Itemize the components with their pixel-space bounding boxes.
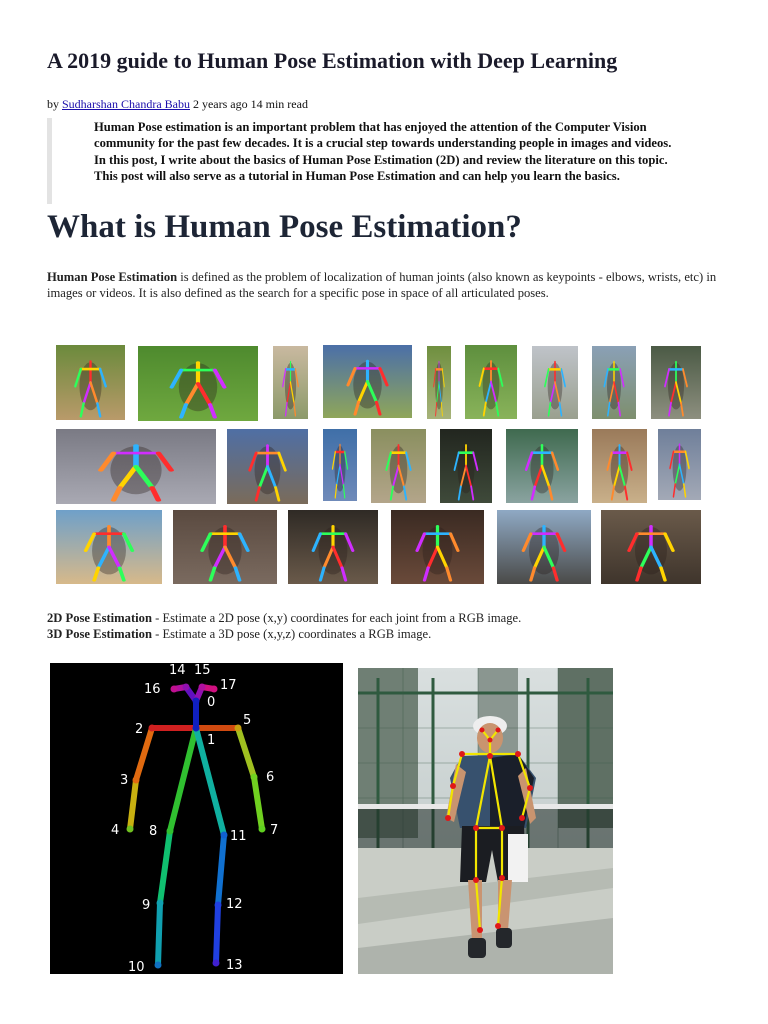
pose-example-photo	[497, 510, 591, 584]
skeleton-joint	[251, 774, 258, 781]
skeleton-joint	[157, 900, 164, 907]
skeleton-bone	[158, 903, 160, 965]
pose-example-photo	[56, 429, 216, 504]
pose-example-photo	[658, 429, 701, 500]
skeleton-joint	[215, 902, 222, 909]
skeleton-bone	[238, 728, 254, 777]
skeleton-bone	[254, 777, 262, 829]
pose-example-photo	[56, 345, 125, 420]
definition-term: Human Pose Estimation	[47, 270, 178, 284]
keypoint-skeleton-diagram	[50, 663, 343, 974]
pose-example-photo	[592, 429, 647, 503]
pose-example-photo	[288, 510, 378, 584]
skeleton-joint	[127, 826, 134, 833]
estimation-3d-desc: - Estimate a 3D pose (x,y,z) coordinates a RGB image.	[151, 627, 432, 641]
skeleton-joint	[259, 826, 266, 833]
pose-example-svg	[56, 345, 125, 420]
keypoint-label: 7	[270, 823, 279, 838]
skeleton-joint	[199, 684, 206, 691]
pose-example-svg	[288, 510, 378, 584]
article-title: A 2019 guide to Human Pose Estimation with Deep Learning	[47, 48, 618, 73]
keypoint-label: 3	[120, 773, 129, 788]
pose-example-photo	[227, 429, 308, 504]
keypoint-label: 1	[207, 733, 216, 748]
summary-blockquote	[47, 118, 692, 204]
skeleton-svg	[50, 663, 343, 974]
pose-example-svg	[56, 510, 162, 584]
keypoint-label: 17	[220, 678, 237, 693]
pose-example-photo	[651, 346, 701, 419]
summary-text: Human Pose estimation is an important problem that has enjoyed the attention of the Computer Vision community for the past few decades. It is a crucial step towards understanding people in images and videos. In this post, I write about the basics of Human Pose Estimation (2D) and review the literature on this topic. This post will also serve as a tutorial in Human Pose Estimation and can help you learn the basics.	[94, 120, 672, 183]
skeleton-bone	[218, 835, 224, 905]
pose-example-photo	[273, 346, 308, 419]
definition-text: is defined as the problem of localization of human joints (also known as keypoints - elbows, wrists, etc) in images or videos. It is also defined as the search for a specific pose in space of all articulated poses.	[47, 270, 717, 301]
estimation-2d-term: 2D Pose Estimation	[47, 611, 152, 625]
skeleton-joint	[193, 698, 200, 705]
pose-example-photo	[506, 429, 578, 503]
pose-example-svg	[227, 429, 308, 504]
skeleton-joint	[149, 725, 156, 732]
tennis-photo-svg	[358, 668, 613, 974]
keypoint-label: 11	[230, 829, 247, 844]
pose-example-svg	[601, 510, 701, 584]
pose-example-photo	[56, 510, 162, 584]
pose-example-svg	[323, 429, 357, 501]
pose-example-photo	[391, 510, 484, 584]
pose-example-photo	[323, 429, 357, 501]
pose-example-svg	[440, 429, 492, 503]
keypoint-label: 13	[226, 958, 243, 973]
pose-example-photo	[173, 510, 277, 584]
pose-example-photo	[592, 346, 636, 419]
keypoint-label: 16	[144, 682, 161, 697]
pose-example-svg	[173, 510, 277, 584]
pose-example-photo	[138, 346, 258, 421]
keypoint-label: 12	[226, 897, 243, 912]
keypoint-label: 9	[142, 898, 151, 913]
pose-example-svg	[651, 346, 701, 419]
pose-example-svg	[427, 346, 451, 419]
skeleton-joint	[155, 962, 162, 969]
skeleton-joint	[235, 725, 242, 732]
skeleton-joint	[211, 686, 218, 693]
pose-example-svg	[323, 345, 412, 418]
keypoint-label: 4	[111, 823, 120, 838]
byline	[47, 97, 308, 112]
pose-example-svg	[273, 346, 308, 419]
keypoint-label: 0	[207, 695, 216, 710]
pose-example-svg	[56, 429, 216, 504]
keypoint-label: 15	[194, 663, 211, 678]
skeleton-joint	[221, 832, 228, 839]
by-label: by	[47, 97, 59, 111]
skeleton-joint	[171, 686, 178, 693]
pose-example-svg	[532, 346, 578, 419]
skeleton-bone	[216, 905, 218, 963]
pose-example-svg	[592, 346, 636, 419]
pose-example-photo	[371, 429, 426, 503]
pose-example-svg	[497, 510, 591, 584]
pose-example-svg	[592, 429, 647, 503]
skeleton-bone	[130, 780, 136, 829]
skeleton-bone	[170, 728, 196, 831]
pose-example-svg	[658, 429, 701, 500]
pose-example-svg	[371, 429, 426, 503]
pose-example-photo	[440, 429, 492, 503]
estimation-3d-line	[47, 627, 431, 642]
keypoint-label: 10	[128, 960, 145, 974]
skeleton-joint	[193, 725, 200, 732]
keypoint-label: 8	[149, 824, 158, 839]
pose-example-photo	[532, 346, 578, 419]
estimation-2d-line	[47, 611, 521, 626]
skeleton-bone	[160, 831, 170, 903]
skeleton-joint	[167, 828, 174, 835]
pose-example-svg	[465, 345, 517, 419]
pose-example-svg	[506, 429, 578, 503]
pose-example-photo	[601, 510, 701, 584]
estimation-2d-desc: - Estimate a 2D pose (x,y) coordinates for each joint from a RGB image.	[151, 611, 522, 625]
pose-example-photo	[427, 346, 451, 419]
definition-paragraph	[47, 269, 717, 302]
tennis-player-pose-photo	[358, 668, 613, 974]
pose-example-photo	[323, 345, 412, 418]
estimation-3d-term: 3D Pose Estimation	[47, 627, 152, 641]
pose-example-svg	[391, 510, 484, 584]
keypoint-label: 5	[243, 713, 252, 728]
pose-example-svg	[138, 346, 258, 421]
section-heading: What is Human Pose Estimation?	[47, 209, 522, 245]
article-meta: 2 years ago 14 min read	[192, 97, 308, 111]
skeleton-joint	[213, 960, 220, 967]
pose-example-photo	[465, 345, 517, 419]
skeleton-joint	[183, 684, 190, 691]
skeleton-joint	[133, 777, 140, 784]
author-link[interactable]: Sudharshan Chandra Babu	[62, 97, 190, 111]
keypoint-label: 6	[266, 770, 275, 785]
keypoint-label: 14	[169, 663, 186, 678]
keypoint-label: 2	[135, 722, 144, 737]
